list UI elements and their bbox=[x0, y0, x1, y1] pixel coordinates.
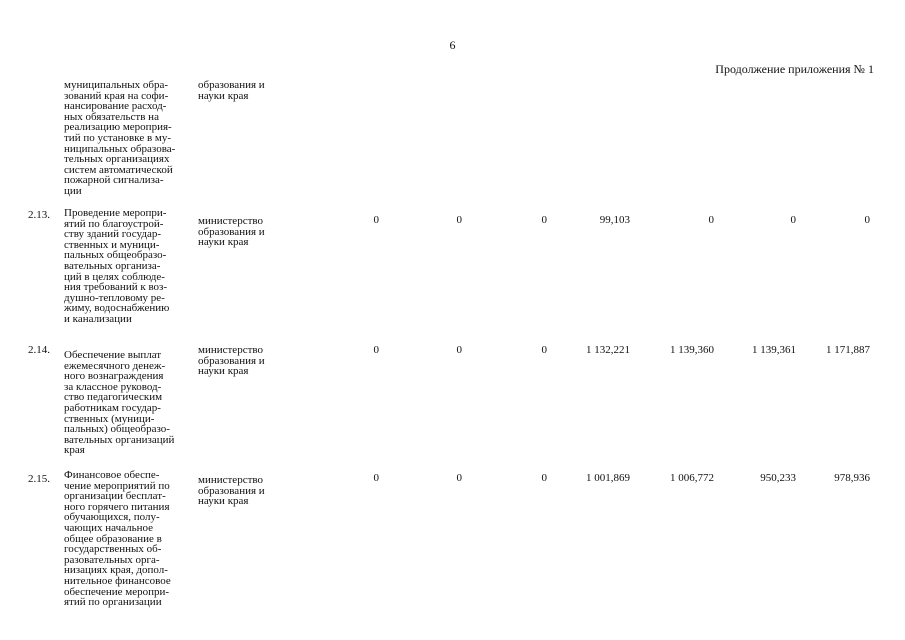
row-executor: министерство образования и науки края bbox=[198, 215, 265, 249]
page-number: 6 bbox=[449, 38, 456, 52]
row-value-6: 1 139,361 bbox=[752, 344, 796, 356]
row-description: Финансовое обеспе- чение мероприятий по организации бесплат- ного горячего питания обучающихся, полу- чающих начальное общее образование в государственных об- разовательных орга- низациях края, допол- нительное финансовое обеспечение меропри- ятий по организации bbox=[64, 469, 171, 609]
row-value-5: 1 006,772 bbox=[670, 472, 714, 484]
row-value-5: 1 139,360 bbox=[670, 344, 714, 356]
row-executor: образования и науки края bbox=[198, 79, 265, 102]
row-number: 2.13. bbox=[28, 209, 50, 221]
row-value-4: 1 132,221 bbox=[586, 344, 630, 356]
row-executor: министерство образования и науки края bbox=[198, 474, 265, 508]
row-value-3: 0 bbox=[541, 472, 547, 484]
row-executor: министерство образования и науки края bbox=[198, 344, 265, 378]
row-value-2: 0 bbox=[456, 344, 462, 356]
row-value-1: 0 bbox=[373, 472, 379, 484]
row-value-4: 99,103 bbox=[599, 214, 630, 226]
row-description: Проведение меропри- ятий по благоустрой- ству зданий государ- ственных и муници- пальных общеобразо- вательных организа- ций в целях соблюде- ния требований к воз- душно-тепловому ре- жиму, водоснабжению и канализации bbox=[64, 207, 170, 325]
row-description: муниципальных обра- зований края на софи- нансирование расход- ных обязательств на реализацию мероприя- тий по установке в му- ниципальных образова- тельных организациях систем автоматической пожарной сигнализа- ции bbox=[64, 79, 176, 197]
continuation-label: Продолжение приложения № 1 bbox=[715, 62, 874, 76]
row-value-2: 0 bbox=[456, 472, 462, 484]
row-value-7: 978,936 bbox=[834, 472, 870, 484]
row-value-1: 0 bbox=[373, 344, 379, 356]
row-description: Обеспечение выплат ежемесячного денеж- ного вознаграждения за классное руковод- ство педагогическим работникам государ- ственных (муници- пальных) общеобразо- вательных организаций края bbox=[64, 349, 175, 457]
row-value-3: 0 bbox=[541, 214, 547, 226]
row-value-6: 0 bbox=[790, 214, 796, 226]
row-value-3: 0 bbox=[541, 344, 547, 356]
row-value-7: 0 bbox=[864, 214, 870, 226]
row-number: 2.14. bbox=[28, 344, 50, 356]
row-number: 2.15. bbox=[28, 473, 50, 485]
row-value-4: 1 001,869 bbox=[586, 472, 630, 484]
row-value-5: 0 bbox=[708, 214, 714, 226]
row-value-2: 0 bbox=[456, 214, 462, 226]
row-value-6: 950,233 bbox=[760, 472, 796, 484]
row-value-1: 0 bbox=[373, 214, 379, 226]
row-value-7: 1 171,887 bbox=[826, 344, 870, 356]
